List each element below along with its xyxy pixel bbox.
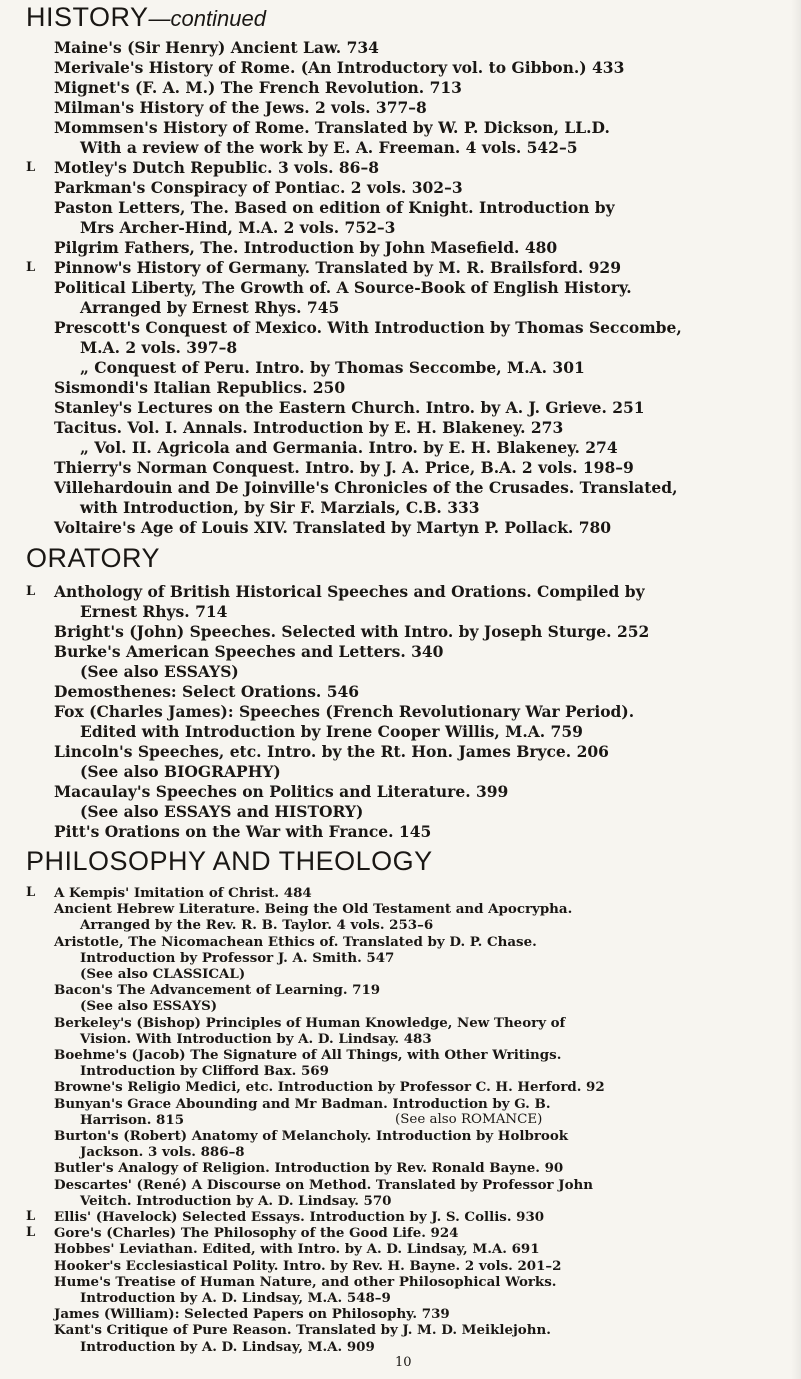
- list-item-continuation: Veitch. Introduction by A. D. Lindsay. 570: [80, 1192, 392, 1209]
- list-item-continuation: Vision. With Introduction by A. D. Lindsay. 483: [80, 1030, 432, 1047]
- list-item-continuation: Ernest Rhys. 714: [80, 602, 228, 621]
- list-item-continuation: (See also CLASSICAL): [80, 966, 246, 982]
- list-item: Bright's (John) Speeches. Selected with Intro. by Joseph Sturge. 252: [54, 622, 650, 641]
- list-item: Stanley's Lectures on the Eastern Church. Intro. by A. J. Grieve. 251: [54, 398, 645, 417]
- list-item: Mignet's (F. A. M.) The French Revolution. 713: [54, 78, 462, 97]
- list-item-continuation: (See also ESSAYS): [80, 998, 218, 1015]
- list-item-continuation: Jackson. 3 vols. 886–8: [80, 1144, 245, 1161]
- list-item-continuation: Mrs Archer-Hind, M.A. 2 vols. 752–3: [80, 218, 396, 237]
- list-item-continuation: Introduction by Clifford Bax. 569: [80, 1063, 329, 1080]
- list-item: Sismondi's Italian Republics. 250: [54, 378, 346, 397]
- list-item: Milman's History of the Jews. 2 vols. 377–8: [54, 98, 427, 117]
- list-item-continuation: with Introduction, by Sir F. Marzials, C.B. 333: [80, 498, 480, 517]
- library-marker: L: [26, 160, 36, 175]
- list-item: Bunyan's Grace Abounding and Mr Badman. Introduction by G. B.: [54, 1095, 551, 1112]
- section-heading-philosophy: PHILOSOPHY AND THEOLOGY: [26, 846, 433, 876]
- list-item: Ellis' (Havelock) Selected Essays. Introduction by J. S. Collis. 930: [54, 1209, 545, 1225]
- list-item-continuation: With a review of the work by E. A. Freeman. 4 vols. 542–5: [80, 138, 578, 157]
- list-item: Butler's Analogy of Religion. Introduction by Rev. Ronald Bayne. 90: [54, 1160, 564, 1177]
- list-item: Boehme's (Jacob) The Signature of All Things, with Other Writings.: [54, 1047, 562, 1063]
- list-item-ditto: „ Conquest of Peru. Intro. by Thomas Seccombe, M.A. 301: [80, 358, 585, 377]
- list-item-continuation: Arranged by Ernest Rhys. 745: [80, 298, 340, 317]
- cross-reference: (See also ESSAYS and HISTORY): [80, 802, 364, 821]
- header-title: HISTORY: [26, 2, 149, 32]
- list-item: Maine's (Sir Henry) Ancient Law. 734: [54, 38, 379, 57]
- list-item: Villehardouin and De Joinville's Chronicles of the Crusades. Translated,: [54, 478, 678, 497]
- list-item-continuation: Arranged by the Rev. R. B. Taylor. 4 vols. 253–6: [80, 917, 434, 934]
- library-marker: L: [26, 584, 36, 599]
- list-item: Hooker's Ecclesiastical Polity. Intro. by Rev. H. Bayne. 2 vols. 201–2: [54, 1257, 562, 1274]
- list-item: Parkman's Conspiracy of Pontiac. 2 vols. 302–3: [54, 178, 463, 197]
- list-item: Voltaire's Age of Louis XIV. Translated by Martyn P. Pollack. 780: [54, 518, 612, 537]
- list-item: Burke's American Speeches and Letters. 340: [54, 642, 444, 661]
- list-item-continuation: Introduction by A. D. Lindsay, M.A. 909: [80, 1338, 375, 1355]
- list-item: Macaulay's Speeches on Politics and Literature. 399: [54, 782, 509, 801]
- list-item: Bacon's The Advancement of Learning. 719: [54, 982, 381, 999]
- page-header: [26, 2, 266, 33]
- list-item: Hobbes' Leviathan. Edited, with Intro. by A. D. Lindsay, M.A. 691: [54, 1241, 540, 1258]
- list-item: Lincoln's Speeches, etc. Intro. by the Rt. Hon. James Bryce. 206: [54, 742, 609, 761]
- list-item-continuation: Introduction by A. D. Lindsay, M.A. 548–9: [80, 1290, 391, 1306]
- page-edge-shadow: [791, 0, 801, 1379]
- list-item: Mommsen's History of Rome. Translated by W. P. Dickson, LL.D.: [54, 118, 610, 137]
- list-item: Paston Letters, The. Based on edition of Knight. Introduction by: [54, 198, 615, 217]
- list-item-continuation: Introduction by Professor J. A. Smith. 547: [80, 949, 395, 966]
- list-item-continuation: Edited with Introduction by Irene Cooper Willis, M.A. 759: [80, 722, 583, 741]
- list-item: James (William): Selected Papers on Philosophy. 739: [54, 1306, 450, 1323]
- list-item-ditto: „ Vol. II. Agricola and Germania. Intro. by E. H. Blakeney. 274: [80, 438, 618, 457]
- list-item: Kant's Critique of Pure Reason. Translated by J. M. D. Meiklejohn.: [54, 1322, 551, 1339]
- cross-reference: (See also BIOGRAPHY): [80, 762, 281, 781]
- list-item: Pitt's Orations on the War with France. 145: [54, 822, 432, 841]
- list-item: Demosthenes: Select Orations. 546: [54, 682, 360, 701]
- header-continued: —continued: [148, 6, 266, 31]
- library-marker: L: [26, 260, 36, 275]
- list-item: Burton's (Robert) Anatomy of Melancholy. Introduction by Holbrook: [54, 1128, 569, 1144]
- list-item: Motley's Dutch Republic. 3 vols. 86–8: [54, 158, 379, 177]
- list-item: Fox (Charles James): Speeches (French Revolutionary War Period).: [54, 702, 635, 721]
- list-item: Ancient Hebrew Literature. Being the Old Testament and Apocrypha.: [54, 901, 573, 918]
- cross-reference: (See also ROMANCE): [395, 1111, 543, 1127]
- list-item: Pinnow's History of Germany. Translated by M. R. Brailsford. 929: [54, 258, 621, 277]
- cross-reference: (See also ESSAYS): [80, 662, 239, 681]
- library-marker: L: [26, 1209, 36, 1224]
- list-item: Pilgrim Fathers, The. Introduction by John Masefield. 480: [54, 238, 558, 257]
- list-item: A Kempis' Imitation of Christ. 484: [54, 885, 312, 901]
- list-item: Berkeley's (Bishop) Principles of Human Knowledge, New Theory of: [54, 1014, 566, 1031]
- page-number: 10: [395, 1354, 412, 1370]
- list-item: Gore's (Charles) The Philosophy of the Good Life. 924: [54, 1225, 459, 1242]
- section-heading-oratory: ORATORY: [26, 543, 161, 573]
- list-item: Descartes' (René) A Discourse on Method. Translated by Professor John: [54, 1176, 593, 1193]
- list-item: Merivale's History of Rome. (An Introductory vol. to Gibbon.) 433: [54, 58, 625, 77]
- list-item: Tacitus. Vol. I. Annals. Introduction by E. H. Blakeney. 273: [54, 418, 564, 437]
- list-item-continuation: Harrison. 815: [80, 1111, 185, 1128]
- library-marker: L: [26, 1225, 36, 1241]
- library-marker: L: [26, 885, 36, 900]
- list-item: Hume's Treatise of Human Nature, and other Philosophical Works.: [54, 1273, 557, 1290]
- list-item-continuation: M.A. 2 vols. 397–8: [80, 338, 238, 357]
- list-item: Anthology of British Historical Speeches and Orations. Compiled by: [54, 582, 645, 601]
- list-item: Aristotle, The Nicomachean Ethics of. Translated by D. P. Chase.: [54, 933, 537, 950]
- list-item: Political Liberty, The Growth of. A Source-Book of English History.: [54, 278, 632, 297]
- list-item: Prescott's Conquest of Mexico. With Introduction by Thomas Seccombe,: [54, 318, 682, 337]
- list-item: Browne's Religio Medici, etc. Introduction by Professor C. H. Herford. 92: [54, 1079, 605, 1096]
- list-item: Thierry's Norman Conquest. Intro. by J. A. Price, B.A. 2 vols. 198–9: [54, 458, 634, 477]
